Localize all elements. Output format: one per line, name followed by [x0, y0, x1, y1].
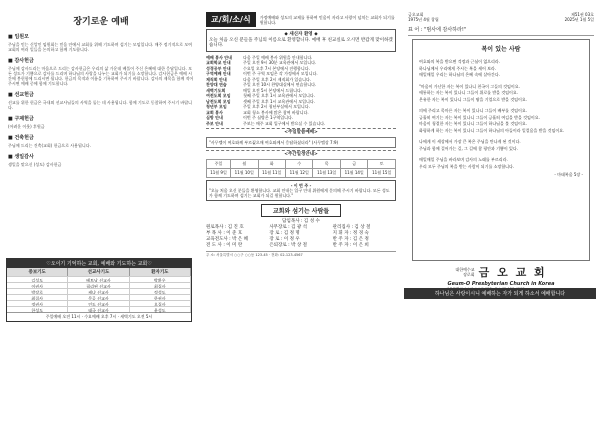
table-cell: 11월 14일 — [340, 169, 367, 178]
table-cell: 윤성도 — [130, 306, 191, 312]
welcome-title: ◆ 새신자 환영 ◆ — [284, 32, 318, 37]
column-header: 환자기도 — [130, 268, 191, 276]
left-column — [8, 12, 194, 298]
news-subtitle: 가정예배와 성도의 교제를 통하여 믿음이 자라고 사랑이 넘치는 교회가 되기를 원합니다. — [259, 14, 395, 25]
right-column — [408, 12, 594, 292]
table-cell: 11월 13일 — [313, 169, 340, 178]
staff-entry: 전 도 사 : 이 미 란 — [206, 243, 243, 248]
item-key: 심방 안내 — [206, 115, 223, 120]
section-1 — [8, 33, 194, 52]
table-cell: 박환우 — [130, 276, 191, 282]
issue-number: 제51권 03호 — [570, 12, 594, 17]
section-head: ■ 선교헌금 — [8, 92, 34, 98]
item-value: 수요일 오후 7시 본당에서 진행합니다. — [243, 65, 310, 71]
table-cell: 베트남 선교사 — [68, 276, 129, 282]
section-head: ■ 건축헌금 — [8, 135, 34, 141]
poem-line: 나에게 이 세상에서 가장 큰 복은 주님을 만나게 된 것이다. — [419, 139, 521, 144]
item-key: 청년부 모임 — [206, 104, 227, 109]
left-title: 장기로운 예배 — [73, 17, 129, 27]
table-cell: 태국 선교사 — [68, 306, 129, 312]
church-short-name: 금오교회 — [408, 12, 424, 17]
staff-entry: 반 주 자 : 이 은 희 — [332, 243, 369, 248]
item-value: 교회 청소 봉사에 많은 참여 바랍니다. — [243, 109, 309, 115]
table-cell: 주일 — [207, 160, 231, 169]
section-body: 주님을 믿는 신앙인 임원회는 믿음 안에서 교회를 위해 기도하며 섬기는 모임입니다. 매주 정기적으로 모여 교회의 여러 일들을 논의하고 함께 기도합니다. — [8, 42, 192, 52]
table-cell: 케냐 선교사 — [68, 288, 129, 294]
poem-spacer — [419, 79, 583, 83]
table-row — [207, 169, 396, 178]
section-body: 생일을 맞으신 (성도) 감사헌금 — [8, 162, 62, 167]
prayer-table — [6, 258, 192, 322]
staff-entry: 부 목 사 : 이 준 호 — [206, 231, 243, 236]
item-value: 셋째 주일 오후 1시 교육관에서 모입니다. — [243, 98, 315, 104]
staff-entry: 장 로 : 김 정 명 — [269, 231, 300, 236]
section-5 — [8, 134, 194, 148]
guide-heading: - 이 번 주 - — [290, 183, 312, 188]
item-key: 성경공부 안내 — [206, 65, 231, 71]
denomination — [455, 267, 474, 277]
item-key: 구역예배 안내 — [206, 71, 231, 76]
poem-line: 여호와의 복을 받으면 걱정과 근심이 없으리라. — [419, 59, 501, 64]
poem-title: 복이 있는 사람 — [481, 46, 521, 53]
staff-entry: 사무장로 : 김 광 석 — [269, 225, 307, 230]
item-value: 첫째 주일 오후 1시 교육관에서 모입니다. — [243, 93, 315, 98]
church-english-name: Geum-O Presbyterian Church in Korea — [447, 281, 555, 287]
poem-line: 화평하게 하는 자는 복이 있나니 그들이 하나님의 아들이라 일컬음을 받을 것임이요. — [419, 127, 565, 133]
senior-pastor: 담임목사 : 김 성 수 — [282, 219, 320, 224]
poem-spacer — [419, 103, 583, 107]
weekly-calendar — [206, 159, 396, 178]
staff-title: 교회와 섬기는 사람들 — [261, 204, 341, 217]
poem-line: 의에 주리고 목마른 자는 복이 있나니 그들이 배부를 것임이요. — [419, 108, 528, 113]
poem-line: 우리 모두 주님의 복을 받는 사람이 되기를 소망합니다. — [419, 163, 515, 169]
poem-line: 애통하는 자는 복이 있나니 그들이 위로를 받을 것임이요. — [419, 90, 519, 95]
poem-line: 매일매일 우리는 하나님의 은혜 속에 살아간다. — [419, 72, 501, 77]
item-value: 주일 오전 9시 30분 교육관에서 모입니다. — [243, 60, 317, 65]
table-cell: 오집사 — [130, 300, 191, 306]
table-cell: 몽골 선교사 — [68, 294, 129, 300]
table-cell: 이권사 — [7, 282, 68, 288]
table-cell: 11월 9일 — [207, 169, 231, 178]
table-row — [7, 306, 191, 312]
church-logo — [408, 264, 594, 280]
prayer-table-footer: 주일예배 오전 11시 · 수요예배 오후 7시 · 새벽기도 오전 5시 — [7, 312, 191, 321]
section-body: 선교를 위한 헌금은 국내외 선교사님들의 사역을 돕는 데 사용됩니다. 함께 기도로 동참하여 주시기 바랍니다. — [8, 100, 192, 110]
church-name: 금 오 교 회 — [478, 266, 547, 279]
news-items — [206, 55, 396, 127]
column-header: 중보기도 — [7, 268, 68, 276]
poem-line: 마음이 청결한 자는 복이 있나니 그들이 하나님을 볼 것임이요. — [419, 121, 528, 126]
poem-spacer — [419, 134, 583, 138]
middle-footer: 주 소: 서울특별시 ○○구 ○○동 123-45 · 전화: 02-123-4567 — [206, 251, 396, 258]
item-value: 이번 주 구역 모임은 각 가정에서 모입니다. — [243, 71, 318, 76]
poem-line: 매일매일 주님을 바라보며 감사의 노래를 부르리라. — [419, 157, 508, 162]
section-3 — [8, 91, 194, 110]
weekly-guide — [206, 180, 396, 201]
staff-list — [206, 219, 396, 249]
table-cell: 최집사 — [7, 294, 68, 300]
staff-row — [206, 243, 396, 249]
column-header: 선교사기도 — [68, 268, 129, 276]
table-cell: 박장로 — [7, 288, 68, 294]
table-cell: 최집사 — [130, 282, 191, 288]
section-4 — [8, 115, 194, 129]
founding-date: 1975년 4월 창립 — [408, 17, 439, 22]
masthead — [408, 12, 594, 22]
table-cell: 정성도 — [130, 288, 191, 294]
item-key: 제직회 안내 — [206, 76, 227, 82]
section-body: (어려운 이웃) 후원금 — [8, 124, 45, 129]
staff-entry: 교육전도사 : 박 은 혜 — [206, 237, 249, 242]
table-row — [207, 160, 396, 169]
denomination-line: 대한예수교 — [455, 267, 475, 272]
table-cell: 11월 15일 — [368, 169, 396, 178]
section-head: ■ 구제헌금 — [8, 116, 34, 122]
section-2 — [8, 57, 194, 86]
section-body: 주님께 감사드리는 마음으로 드리는 감사헌금은 우리의 삶 가운데 베풀어 주신 은혜에 대한 응답입니다. 모든 성도가 기쁨으로 감사를 드리며 하나님의 사랑을 나누는 교회가 되기를 소망합니다. 감사헌금은 예배 시간에 봉헌함에 드리시면 됩니다. 헌금의 목적과 이름을 기록하여 주시기 바랍니다. 감사의 제목을 함께 적어 주시면 예배 중에 함께 기도합니다. — [8, 66, 194, 86]
denomination-line: 장로회 — [463, 272, 475, 277]
section-head: ■ 임원모 — [8, 34, 29, 40]
section-head: ■ 생일감사 — [8, 154, 34, 160]
item-key: 교회 봉사 — [206, 109, 223, 115]
table-cell: 한성도 — [7, 306, 68, 312]
welcome-box — [206, 29, 396, 52]
verse-box: "사무엘이 여호와께 부르짖으매 여호와께서 응답하셨더라" (사무엘상 7:9) — [206, 137, 396, 148]
table-cell: 정권사 — [7, 300, 68, 306]
table-cell: 11월 12일 — [285, 169, 312, 178]
issue-date: 2025년 1월 5일 — [564, 17, 594, 22]
staff-entry: 은퇴장로 : 박 상 철 — [269, 243, 307, 248]
item-key: 교회학교 안내 — [206, 60, 231, 65]
prayer-table-columns — [7, 268, 191, 276]
item-key: 새벽기도회 — [206, 87, 226, 93]
item-value: 주일 오전 10시 찬양대실에서 연습합니다. — [243, 82, 317, 87]
poem-line: 긍휼히 여기는 자는 복이 있나니 그들이 긍휼히 여김을 받을 것임이요. — [419, 114, 540, 120]
table-cell: 11월 10일 — [231, 169, 258, 178]
table-cell: 화 — [258, 160, 285, 169]
item-key: 여전도회 모임 — [206, 93, 231, 98]
item-value: 다음 주일 오후 2시 제직회가 있습니다. — [243, 76, 312, 82]
item-value: 다음 주일 예배 봉사 위원을 안내합니다. — [243, 54, 313, 60]
poem-box — [412, 39, 590, 261]
section-6 — [8, 153, 194, 167]
table-cell: 수 — [285, 160, 312, 169]
table-cell: 목 — [313, 160, 340, 169]
table-cell: 월 — [231, 160, 258, 169]
poem-source: - 마태복음 5장 - — [554, 172, 583, 177]
middle-column — [206, 12, 396, 258]
news-header — [206, 12, 396, 27]
item-value: 주보는 매주 교회 입구에서 받으실 수 있습니다. — [243, 120, 326, 126]
welcome-body: 오늘 처음 오신 분들을 주님의 이름으로 환영합니다. 예배 후 친교실로 오시면 반갑게 맞이하겠습니다. — [209, 37, 393, 48]
item-value: 매일 오전 5시 본당에서 드립니다. — [243, 87, 303, 93]
prayer-table-header: ♡오이기 기억하는 교회, 예배와 기도하는 교회♡ — [7, 259, 191, 268]
table-cell: 11월 11일 — [258, 169, 285, 178]
masthead-left — [408, 12, 439, 22]
section-body: 주님께 드리는 건축(교회) 헌금으로 사용됩니다. — [8, 143, 91, 148]
table-cell: 김성도 — [7, 276, 68, 282]
verse-heading: <주일말씀예배> — [206, 128, 396, 135]
poem-lines — [419, 59, 583, 169]
staff-entry: 원로목사 : 김 진 호 — [206, 225, 244, 230]
bottom-banner: 하나님은 사랑이시니 예배하는 자가 되게 하소서 예배합니다 — [404, 288, 596, 299]
table-cell: 토 — [368, 160, 396, 169]
item-key: 주보 안내 — [206, 120, 223, 126]
poem-line: "마음이 가난한 자는 복이 있나니 천국이 그들의 것임이요. — [419, 83, 520, 89]
news-title: 교/회/소/식 — [206, 12, 256, 27]
table-cell: 인도 선교사 — [68, 300, 129, 306]
calendar-heading: <주간일정안내> — [206, 150, 396, 157]
motto: 표 어 : "범사에 감사하라!" — [408, 26, 594, 36]
table-cell: 금 — [340, 160, 367, 169]
item-key: 남전도회 모임 — [206, 98, 231, 104]
staff-entry: 지 휘 자 : 정 경 숙 — [332, 231, 369, 236]
poem-line: 주님과 함께 걸어가는 길, 그 길에 참 평안과 기쁨이 있다. — [419, 145, 518, 151]
poem-line: 하나님께서 우리에게 주시는 복을 세어 보라. — [419, 65, 497, 71]
poem-line: 온유한 자는 복이 있나니 그들이 땅을 기업으로 받을 것임이요. — [419, 96, 528, 102]
item-value: 주일 오후 2시 청년부실에서 모입니다. — [243, 104, 310, 109]
item-key: 예배 봉사 안내 — [206, 54, 232, 60]
staff-entry: 장 로 : 이 정 우 — [269, 237, 300, 242]
item-value: 이번 주 심방은 1구역입니다. — [243, 115, 294, 120]
guide-body: "오늘 처음 오신 분들을 환영합니다. 교회 안내는 입구 안내 위원에게 문의해 주시기 바랍니다. 모든 성도가 함께 기도하며 섬기는 교회가 되길 원합니다." — [209, 188, 390, 198]
list-item — [206, 121, 396, 127]
table-cell: 필리핀 선교사 — [68, 282, 129, 288]
item-key: 찬양대 연습 — [206, 82, 227, 87]
staff-entry: 반 주 자 : 김 은 정 — [332, 237, 369, 242]
masthead-right — [565, 12, 594, 22]
poem-spacer — [419, 152, 583, 156]
table-cell: 한권사 — [130, 294, 191, 300]
staff-entry: 관리집사 : 김 상 철 — [332, 225, 371, 230]
section-head: ■ 감사헌금 — [8, 58, 34, 64]
